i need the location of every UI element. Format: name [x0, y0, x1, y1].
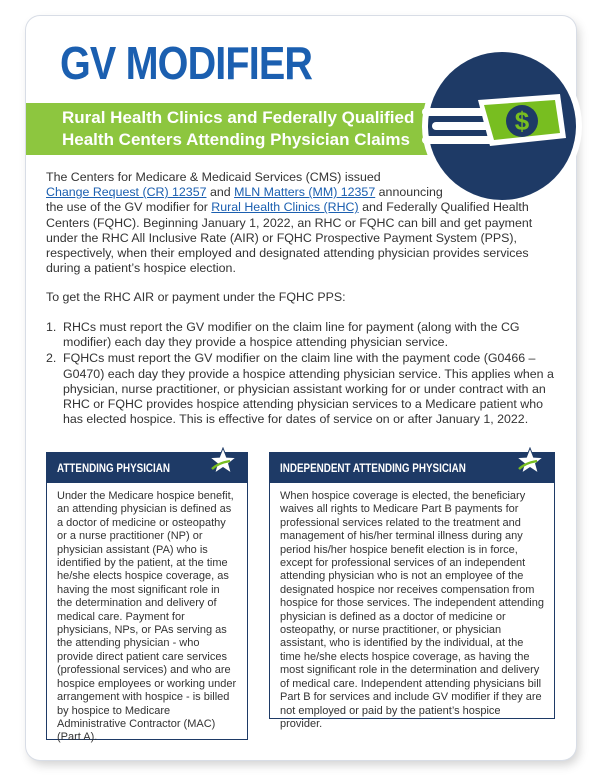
attending-physician-box: [46, 452, 248, 744]
list-item-number: 2.: [46, 351, 57, 366]
subtitle-line-2: Health Centers Attending Physician Claims: [62, 130, 410, 149]
dollar-symbol: $: [514, 106, 530, 136]
page-title: GV MODIFIER: [60, 37, 313, 89]
star-icon: [209, 447, 237, 475]
independent-attending-physician-text: When hospice coverage is elected, the beneficiary waives all rights to Medicare Part B payments for professional services related to the treatment and management of his/her terminal illness during any period his/her hospice benefit election is in force, except for professional services of an independent attending physician who is not an employee of the designated hospice nor receives compensation from hospice for those services. The independent attending physician is defined as a doctor of medicine or osteopathy, or nurse practitioner, or physician assistant, who is identified by the individual, at the time he/she elects hospice coverage, as having the most significant role in the determination and delivery of medical care. Independent attending physicians bill Part B for services and include GV modifier if they are not employed or paid by the patient’s hospice provider.: [280, 490, 544, 730]
independent-attending-physician-header: [270, 453, 554, 483]
intro-text-1: The Centers for Medicare & Medicaid Services (CMS) issued: [46, 170, 381, 184]
change-request-link[interactable]: Change Request (CR) 12357: [46, 185, 207, 200]
intro-text-4: and Federally Qualified Health Centers (FQHC). Beginning January 1, 2022, an RHC or FQHC can bill and get payment under the RHC All Inclusive Rate (AIR) or FQHC Prospective Payment System (PPS), respectively, when their employed and designated attending physician provides services during a patient’s hospice election.: [46, 200, 533, 276]
list-item-number: 1.: [46, 320, 57, 334]
list-item-text: RHCs must report the GV modifier on the claim line for payment (along with the CG modifier) each day they provide a hospice attending physician service.: [63, 320, 520, 350]
payment-intro: To get the RHC AIR or payment under the FQHC PPS:: [46, 290, 346, 304]
attending-physician-text: Under the Medicare hospice benefit, an attending physician is defined as a doctor of medicine or osteopathy or a nurse practitioner (NP) or physician assistant (PA) who is identified by the patient, at the time he/she elects hospice coverage, as having the most significant role in the determination and delivery of medical care. Payment for physicians, NPs, or PAs serving as the attending physician - who provide direct patient care services (professional services) and who are hospice employees or working under arrangement with hospice - is billed by hospice to Medicare Administrative Contractor (MAC) (Part A).: [57, 490, 237, 744]
attending-physician-heading: ATTENDING PHYSICIAN: [57, 461, 170, 475]
subtitle: [62, 107, 414, 151]
independent-attending-physician-heading: INDEPENDENT ATTENDING PHYSICIAN: [280, 461, 466, 475]
intro-and: and: [206, 185, 235, 200]
subtitle-banner: [26, 103, 486, 155]
rural-health-clinics-link[interactable]: Rural Health Clinics (RHC): [211, 200, 359, 215]
list-item: [46, 351, 558, 427]
subtitle-line-1: Rural Health Clinics and Federally Qualified: [62, 108, 415, 127]
list-item-text: FQHCs must report the GV modifier on the claim line with the payment code (G0466 – G0470) each day they provide a hospice attending physician service. This applies when a physician, nurse practitioner, or physician assistant working for or under contract with an RHC or FQHC provides hospice attending physician services to a Medicare patient who has elected hospice. This is effective for dates of service on or after January 1, 2022.: [63, 351, 554, 427]
star-icon: [516, 447, 544, 475]
mln-matters-link[interactable]: MLN Matters (MM) 12357: [234, 185, 376, 200]
attending-physician-header: [47, 453, 247, 483]
intro-paragraph: [46, 170, 556, 276]
intro-text-3: the use of the GV modifier for: [46, 200, 212, 215]
list-item: [46, 320, 558, 350]
intro-text-2: announcing: [375, 185, 443, 200]
independent-attending-physician-box: [269, 452, 555, 730]
requirements-list: [46, 320, 558, 428]
